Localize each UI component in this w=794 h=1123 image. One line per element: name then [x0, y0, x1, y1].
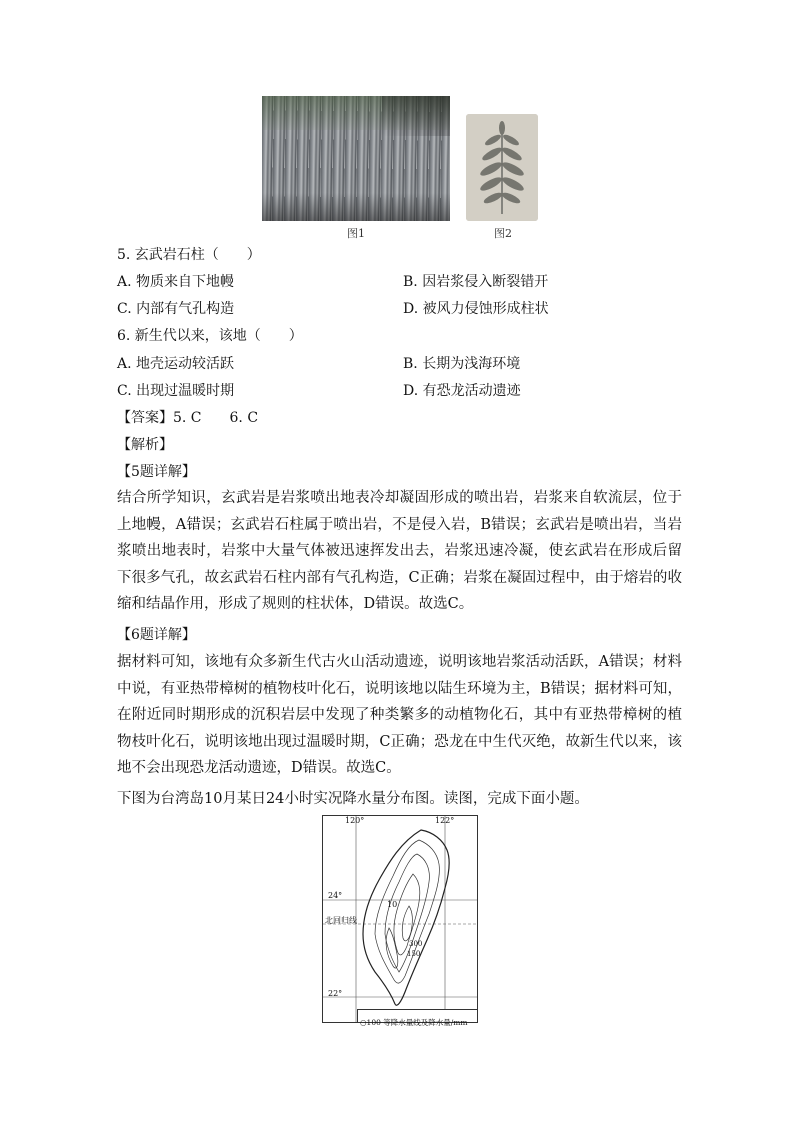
- question-5-option-b: B. 因岩浆侵入断裂错开: [403, 274, 549, 290]
- contour-label-150: 150: [407, 950, 421, 958]
- question-5-detail-label: 【5题详解】: [117, 464, 196, 480]
- question-6-option-d: D. 有恐龙活动遗迹: [403, 383, 521, 399]
- tropic-of-cancer-label: 北回归线: [325, 916, 357, 925]
- leaf-fossil-icon: [466, 114, 538, 221]
- map-legend-text: ○100 等降水量线及降水量/mm: [360, 1018, 468, 1027]
- question-5-detail-text: 结合所学知识，玄武岩是岩浆喷出地表冷却凝固形成的喷出岩，岩浆来自软流层，位于上地幔，A错误；玄武岩石柱属于喷出岩，不是侵入岩，B错误；玄武岩是喷出岩，当岩浆喷出地表时，岩浆中大量气体被迅速挥发出去，岩浆迅速冷凝，使玄武岩在形成后留下很多气孔，故玄武岩石柱内部有气孔构造，C正确；岩浆在凝固过程中，由于熔岩的收缩和结晶作用，形成了规则的柱状体，D错误。故选C。: [117, 490, 682, 612]
- question-6-detail-label: 【6题详解】: [117, 627, 196, 643]
- question-6-option-c: C. 出现过温暖时期: [117, 383, 235, 399]
- analysis-label: 【解析】: [117, 437, 173, 453]
- leaf-fossil-photo: [466, 114, 538, 221]
- answer-line: 【答案】5. C 6. C: [117, 410, 259, 426]
- question-6-stem: 6. 新生代以来，该地（ ）: [117, 328, 303, 344]
- question-5-option-c: C. 内部有气孔构造: [117, 301, 235, 317]
- figure-1-caption: 图1: [347, 227, 365, 240]
- question-5-stem: 5. 玄武岩石柱（ ）: [117, 247, 261, 263]
- latitude-label-22: 22°: [328, 989, 343, 998]
- longitude-label-122: 122°: [435, 816, 455, 825]
- question-6-option-b: B. 长期为浅海环境: [403, 356, 521, 372]
- longitude-label-120: 120°: [345, 816, 365, 825]
- latitude-label-24: 24°: [328, 891, 343, 900]
- taiwan-precipitation-map: [322, 815, 478, 1027]
- basalt-columns-photo: [262, 96, 450, 221]
- map-legend: [357, 1009, 477, 1027]
- question-5-option-a: A. 物质来自下地幔: [117, 274, 235, 290]
- question-6-option-a: A. 地壳运动较活跃: [117, 356, 235, 372]
- figure-2-caption: 图2: [494, 227, 512, 240]
- contour-label-300: 300: [409, 940, 423, 948]
- map-question-intro: 下图为台湾岛10月某日24小时实况降水量分布图。读图，完成下面小题。: [117, 791, 589, 807]
- question-6-detail-text: 据材料可知，该地有众多新生代古火山活动遗迹，说明该地岩浆活动活跃，A错误；材料中说，有亚热带樟树的植物枝叶化石，说明该地以陆生环境为主，B错误；据材料可知，在附近同时期形成的沉积岩层中发现了种类繁多的动植物化石，其中有亚热带樟树的植物枝叶化石，说明该地出现过温暖时期，C正确；恐龙在中生代灭绝，故新生代以来，该地不会出现恐龙活动遗迹，D错误。故选C。: [117, 654, 682, 776]
- contour-label-10: 10: [387, 900, 398, 909]
- question-5-option-d: D. 被风力侵蚀形成柱状: [403, 301, 549, 317]
